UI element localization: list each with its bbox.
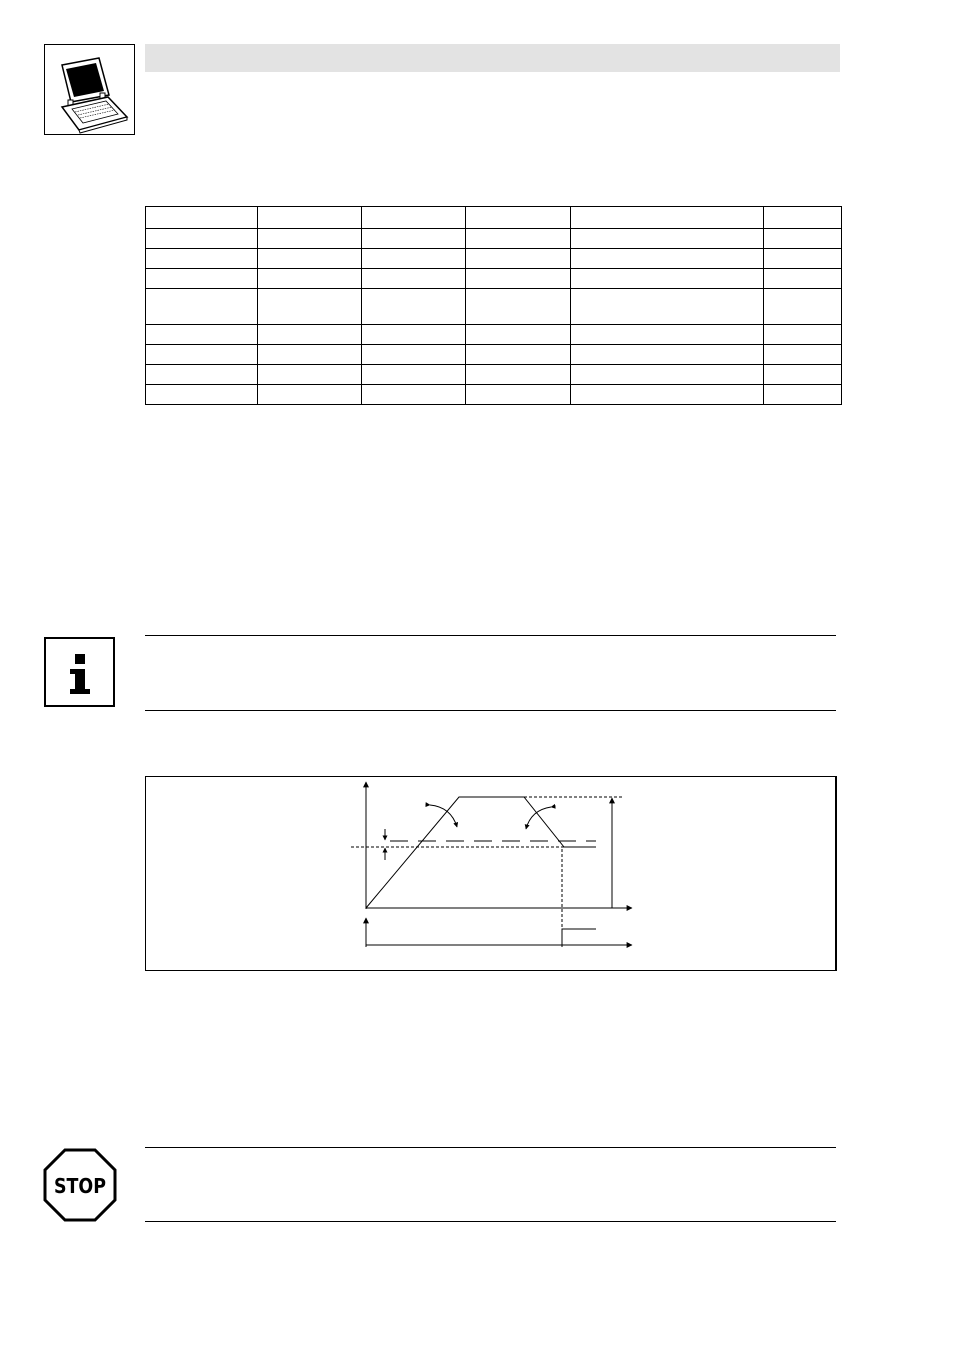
table-cell [571,345,764,365]
table-cell [466,365,571,385]
table-cell [258,345,362,365]
table-cell [571,365,764,385]
table-row [146,229,842,249]
stop-note-box [145,1147,836,1222]
table-row [146,249,842,269]
ramp-diagram [145,776,837,971]
table-cell [362,249,466,269]
table-cell [362,207,466,229]
table-cell [258,249,362,269]
header-bar [145,44,840,72]
table-cell [258,207,362,229]
table-cell [146,229,258,249]
table-cell [146,365,258,385]
laptop-icon-frame [44,44,135,135]
ramp-diagram-svg [146,777,836,970]
laptop-computer-icon [45,45,136,136]
table-cell [764,207,842,229]
table-cell [146,289,258,325]
table-cell [764,385,842,405]
table-cell [362,289,466,325]
table-cell [146,345,258,365]
table-row [146,289,842,325]
table-cell [466,229,571,249]
table-cell [764,325,842,345]
table-cell [258,289,362,325]
table-cell [362,269,466,289]
table-cell [466,345,571,365]
table-cell [764,269,842,289]
table-row [146,365,842,385]
table-cell [764,289,842,325]
table-cell [146,325,258,345]
table-cell [362,365,466,385]
table-cell [466,289,571,325]
table-row [146,385,842,405]
table-cell [362,385,466,405]
table-cell [362,325,466,345]
parameter-table [145,206,842,405]
table-cell [362,229,466,249]
stop-sign-label: STOP [54,1174,106,1198]
table-cell [764,249,842,269]
table-cell [571,289,764,325]
table-cell [258,269,362,289]
info-note-box [145,635,836,711]
table-cell [146,207,258,229]
table-row [146,207,842,229]
table-cell [764,365,842,385]
table-cell [258,229,362,249]
output-signal [562,929,596,945]
table-cell [571,229,764,249]
table-row [146,325,842,345]
table-cell [362,345,466,365]
table-cell [146,385,258,405]
table-cell [466,249,571,269]
table-cell [146,249,258,269]
table-cell [146,269,258,289]
table-row [146,345,842,365]
table-cell [571,325,764,345]
table-cell [571,249,764,269]
table-cell [466,207,571,229]
table-cell [571,269,764,289]
table-cell [571,385,764,405]
table-cell [258,365,362,385]
table-cell [466,325,571,345]
stop-sign-icon [43,1148,117,1222]
table-cell [258,325,362,345]
information-icon [44,637,115,707]
table-cell [764,345,842,365]
table-cell [466,269,571,289]
table-row [146,269,842,289]
table-cell [571,207,764,229]
table-cell [466,385,571,405]
table-cell [764,229,842,249]
table-cell [258,385,362,405]
